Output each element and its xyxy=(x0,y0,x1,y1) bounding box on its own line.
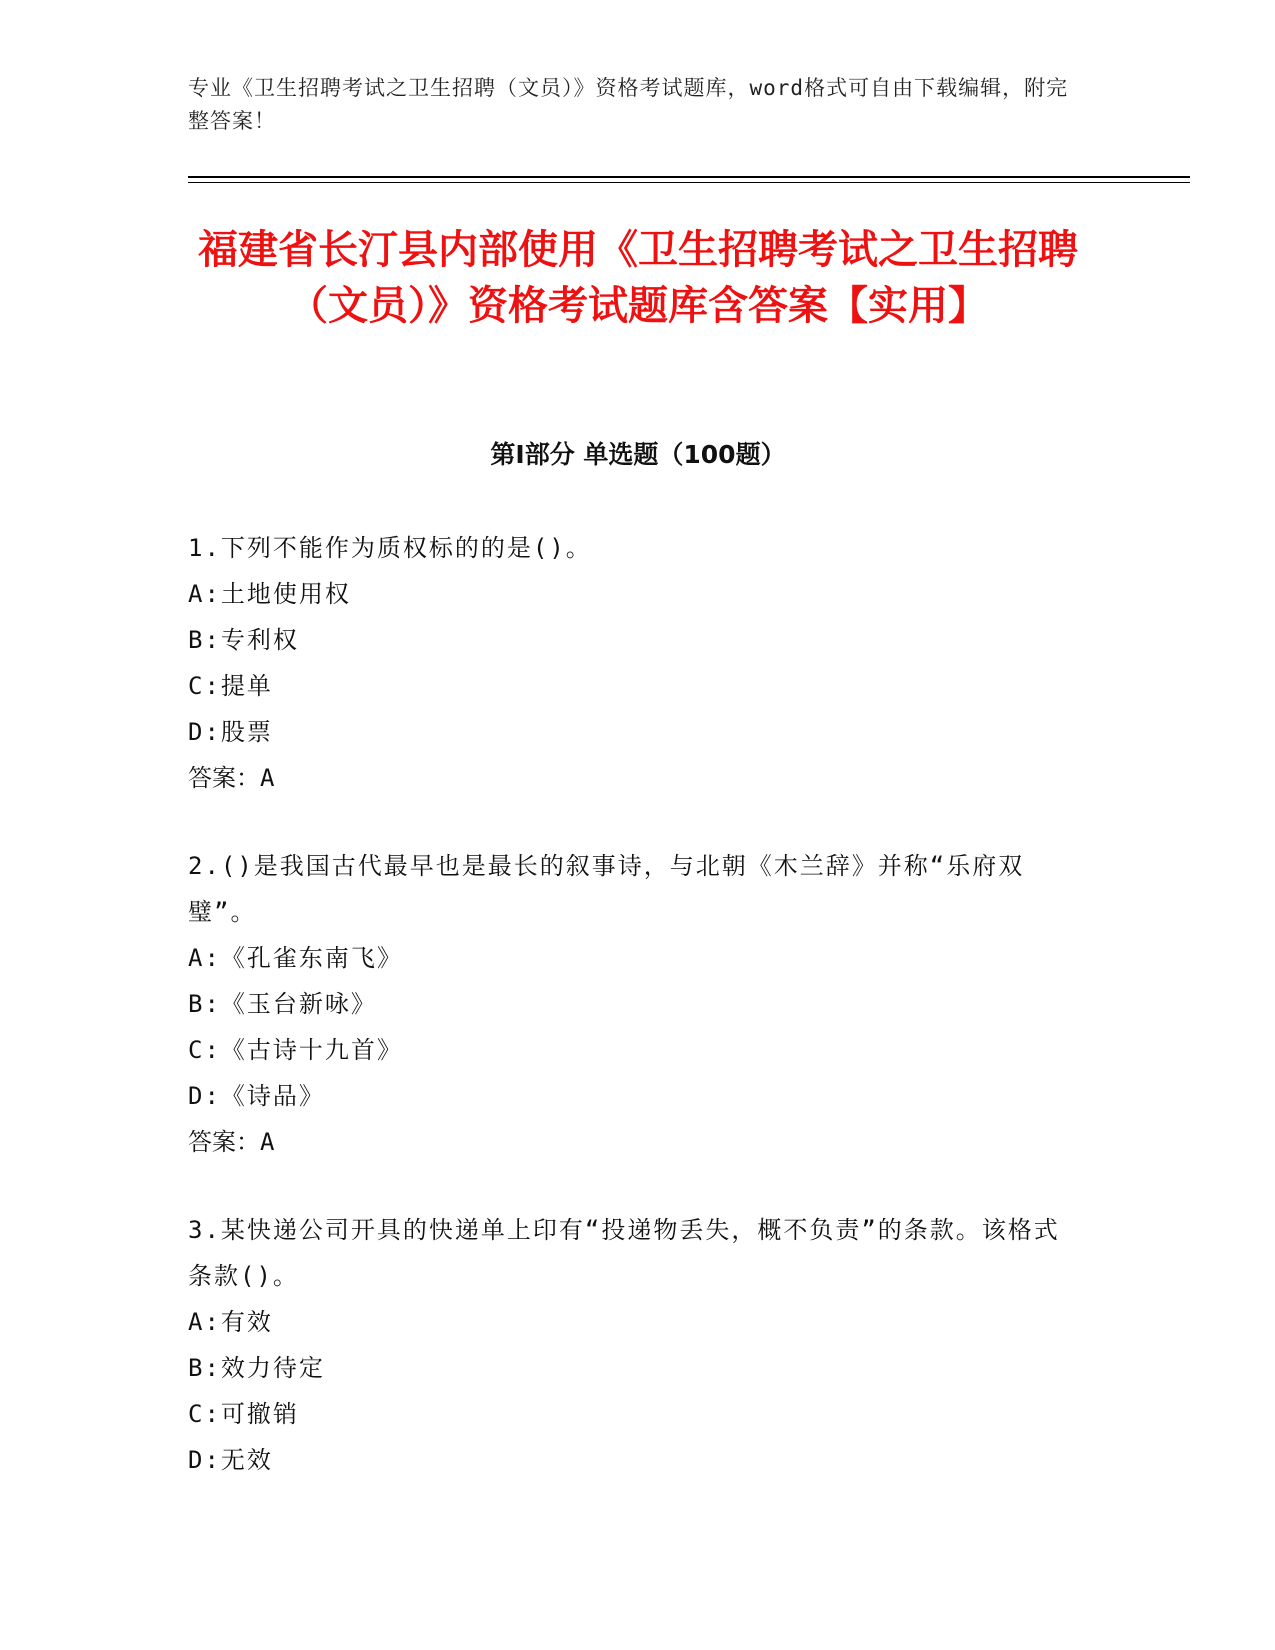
option-c: C:可撤销 xyxy=(188,1400,299,1428)
option-a: A:有效 xyxy=(188,1308,273,1336)
option-b: B:专利权 xyxy=(188,626,299,654)
option-d: D:股票 xyxy=(188,718,273,746)
document-title: 福建省长汀县内部使用《卫生招聘考试之卫生招聘（文员）》资格考试题库含答案【实用】 xyxy=(198,227,1078,329)
answer-line xyxy=(188,1119,1068,1165)
option-b: B:效力待定 xyxy=(188,1354,325,1382)
answer-label: 答案： xyxy=(188,1128,260,1156)
option-c: C:提单 xyxy=(188,672,273,700)
question-list xyxy=(188,525,1068,1525)
option-d: D:《诗品》 xyxy=(188,1082,325,1110)
option-b: B:《玉台新咏》 xyxy=(188,990,377,1018)
question-2 xyxy=(188,843,1068,1165)
question-stem: 1.下列不能作为质权标的的是()。 xyxy=(188,534,592,562)
question-stem: 3.某快递公司开具的快递单上印有“投递物丢失，概不负责”的条款。该格式条款()。 xyxy=(188,1216,1060,1290)
option-c: C:《古诗十九首》 xyxy=(188,1036,403,1064)
option-a: A:土地使用权 xyxy=(188,580,351,608)
section-title: 第Ⅰ部分 单选题（100题） xyxy=(490,440,786,469)
option-d: D:无效 xyxy=(188,1446,273,1474)
option-a: A:《孔雀东南飞》 xyxy=(188,944,403,972)
answer-value: A xyxy=(260,1128,275,1156)
question-stem: 2.()是我国古代最早也是最长的叙事诗，与北朝《木兰辞》并称“乐府双璧”。 xyxy=(188,852,1025,926)
header-rule-thin xyxy=(188,182,1190,183)
question-1 xyxy=(188,525,1068,801)
question-3 xyxy=(188,1207,1068,1483)
header-rule-thick xyxy=(188,176,1190,178)
header-note: 专业《卫生招聘考试之卫生招聘（文员）》资格考试题库，word格式可自由下载编辑，附完整答案！ xyxy=(188,76,1069,133)
answer-line xyxy=(188,755,1068,801)
answer-value: A xyxy=(260,764,275,792)
answer-label: 答案： xyxy=(188,764,260,792)
